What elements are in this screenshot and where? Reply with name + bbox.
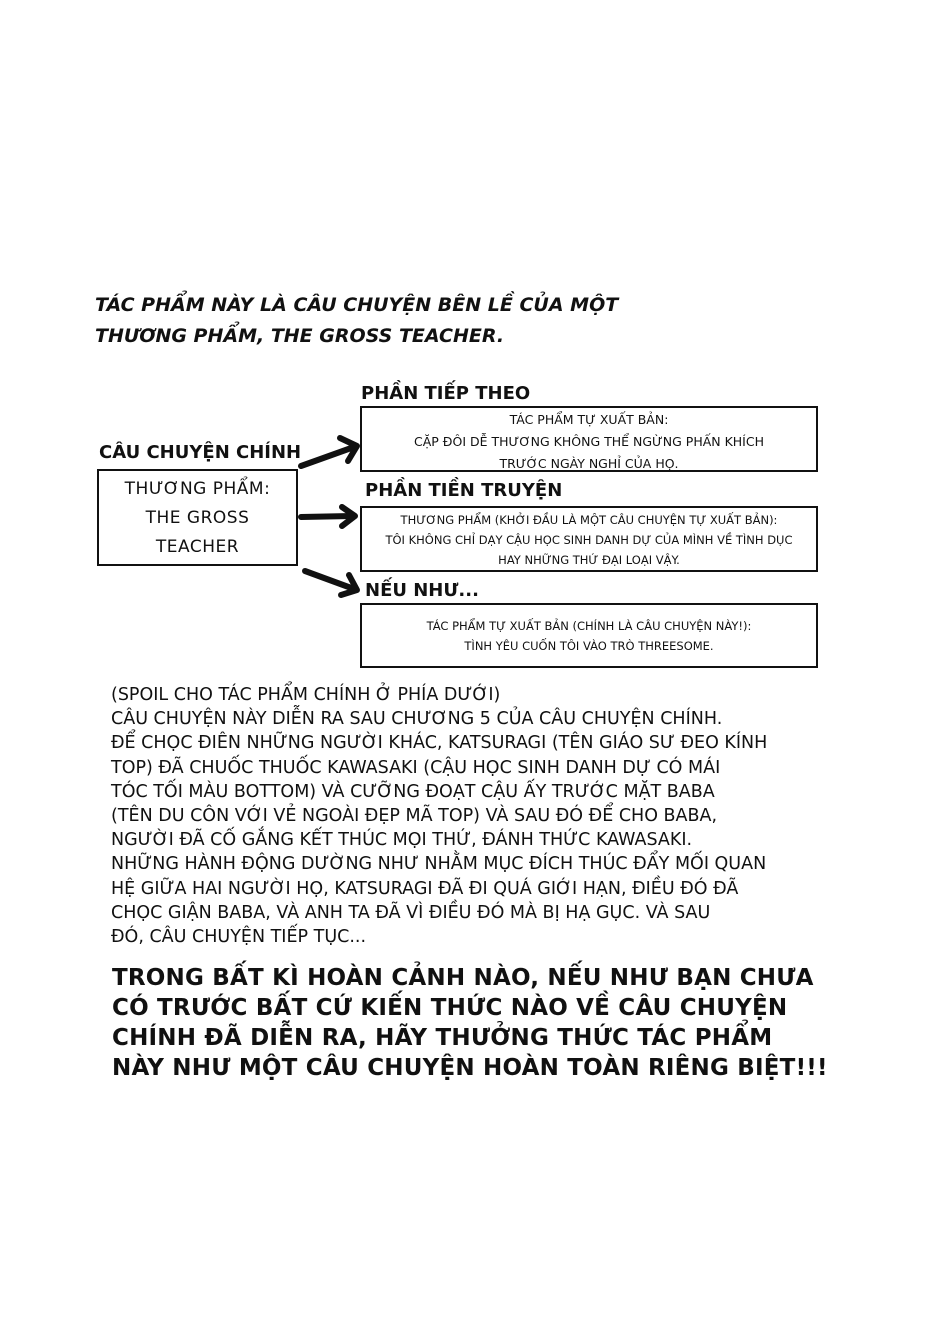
prequel-line: THƯƠNG PHẨM (KHỞI ĐẦU LÀ MỘT CÂU CHUYỆN TỰ XUẤT BẢN):	[400, 513, 778, 527]
notice-text	[112, 963, 828, 1083]
spoiler-line: TÓC TỐI MÀU BOTTOM) VÀ CƯỠNG ĐOẠT CẬU ẤY TRƯỚC MẶT BABA	[111, 781, 715, 802]
sequel-line: CẶP ĐÔI DỄ THƯƠNG KHÔNG THỂ NGỪNG PHẤN KHÍCH	[414, 434, 764, 449]
spoiler-line: NHỮNG HÀNH ĐỘNG DƯỜNG NHƯ NHẰM MỤC ĐÍCH THÚC ĐẨY MỐI QUAN	[111, 854, 767, 875]
prequel-heading: PHẦN TIỀN TRUYỆN	[365, 480, 563, 501]
notice-line: CÓ TRƯỚC BẤT CỨ KIẾN THỨC NÀO VỀ CÂU CHUYỆN	[112, 995, 788, 1021]
spoiler-line: HỆ GIỮA HAI NGƯỜI HỌ, KATSURAGI ĐÃ ĐI QUÁ GIỚI HẠN, ĐIỀU ĐÓ ĐÃ	[111, 878, 739, 899]
spoiler-line: TOP) ĐÃ CHUỐC THUỐC KAWASAKI (CẬU HỌC SINH DANH DỰ CÓ MÁI	[111, 757, 721, 778]
notice-line: TRONG BẤT KÌ HOÀN CẢNH NÀO, NẾU NHƯ BẠN CHƯA	[112, 965, 814, 991]
intro-line: TÁC PHẨM NÀY LÀ CÂU CHUYỆN BÊN LỀ CỦA MỘT	[95, 294, 619, 316]
spoiler-line: ĐỂ CHỌC ĐIÊN NHỮNG NGƯỜI KHÁC, KATSURAGI (TÊN GIÁO SƯ ĐEO KÍNH	[111, 733, 768, 754]
arrow-to-prequel	[301, 516, 352, 517]
intro-line: THƯƠNG PHẨM, THE GROSS TEACHER.	[95, 325, 505, 347]
spoiler-line: (TÊN DU CÔN VỚI VẺ NGOÀI ĐẸP MÃ TOP) VÀ SAU ĐÓ ĐỂ CHO BABA,	[111, 806, 718, 827]
notice-line: CHÍNH ĐÃ DIỄN RA, HÃY THƯỞNG THỨC TÁC PHẨM	[112, 1025, 773, 1051]
sequel-line: TRƯỚC NGÀY NGHỈ CỦA HỌ.	[499, 456, 679, 471]
main-story-line: THƯƠNG PHẨM:	[124, 479, 271, 499]
spoiler-line: ĐÓ, CÂU CHUYỆN TIẾP TỤC...	[111, 927, 367, 948]
sequel-heading: PHẦN TIẾP THEO	[361, 383, 531, 404]
sequel-line: TÁC PHẨM TỰ XUẤT BẢN:	[509, 412, 669, 427]
notice-line: NÀY NHƯ MỘT CÂU CHUYỆN HOÀN TOÀN RIÊNG BIỆT!!!	[112, 1055, 828, 1081]
spoiler-line: (SPOIL CHO TÁC PHẨM CHÍNH Ở PHÍA DƯỚI)	[111, 685, 501, 705]
ifonly-box	[360, 603, 818, 668]
main-story-heading: CÂU CHUYỆN CHÍNH	[99, 442, 302, 463]
sequel-box	[360, 406, 818, 472]
spoiler-text	[111, 683, 767, 949]
prequel-line: TÔI KHÔNG CHỈ DẠY CẬU HỌC SINH DANH DỰ CỦA MÌNH VỀ TÌNH DỤC	[385, 533, 793, 547]
ifonly-line: TÁC PHẨM TỰ XUẤT BẢN (CHÍNH LÀ CÂU CHUYỆN NÀY!):	[426, 619, 752, 633]
prequel-line: HAY NHỮNG THỨ ĐẠI LOẠI VẬY.	[498, 553, 680, 567]
spoiler-line: NGƯỜI ĐÃ CỐ GẮNG KẾT THÚC MỌI THỨ, ĐÁNH THỨC KAWASAKI.	[111, 830, 693, 851]
ifonly-heading: NẾU NHƯ...	[365, 580, 479, 601]
prequel-box	[360, 506, 818, 572]
main-story-line: THE GROSS	[145, 508, 250, 528]
main-story-line: TEACHER	[155, 537, 240, 557]
spoiler-line: CHỌC GIẬN BABA, VÀ ANH TA ĐÃ VÌ ĐIỀU ĐÓ MÀ BỊ HẠ GỤC. VÀ SAU	[111, 902, 711, 923]
ifonly-line: TÌNH YÊU CUỐN TÔI VÀO TRÒ THREESOME.	[464, 639, 714, 653]
spoiler-line: CÂU CHUYỆN NÀY DIỄN RA SAU CHƯƠNG 5 CỦA CÂU CHUYỆN CHÍNH.	[111, 709, 723, 730]
